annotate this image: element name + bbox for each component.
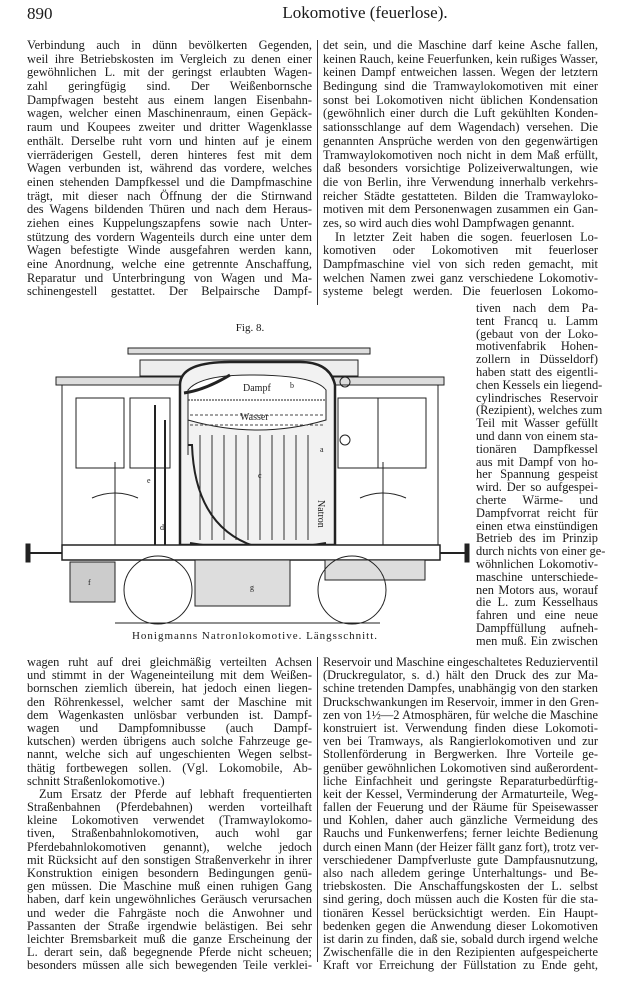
text-line: wagen, welcher einen Maschinenraum, einen Gepäck- <box>27 106 312 121</box>
text-line: Verbindung auch in dünn bevölkerten Gegenden, <box>27 38 312 52</box>
text-line: systeme belegt werden. Die feuerlosen Lokomo- <box>323 284 598 299</box>
locomotive-illustration <box>20 335 474 628</box>
text-line: daß besonders vorsichtige Polizeiverwaltungen, wie <box>323 161 598 176</box>
text-line: wird. Der so aufgespei- <box>476 480 598 495</box>
text-line: gewöhnlichen L. mit der geringst erlaubten Wagen- <box>27 65 312 80</box>
text-line: Betrieb des im Prinzip <box>476 531 598 546</box>
text-line: genannten Ansprüche werden von den gegenwärtigen <box>323 133 598 148</box>
text-line: Zwischenfälle die in den Rezipienten aufgespeicherte <box>323 945 598 960</box>
text-line: einen etwa einstündigen <box>476 518 598 533</box>
left-column-top <box>27 39 312 299</box>
text-line: leichter Bremsbarkeit muß die ganze Erscheinung der <box>27 931 312 946</box>
text-line: ist darin zu finden, daß sie, sobald durch irgend welche <box>323 931 598 946</box>
text-line: men muß. Ein zwischen <box>476 633 598 648</box>
text-line: Tramwaylokomotiven noch nicht in dem Maß erfüllt, <box>323 147 598 162</box>
label-water: Wasser <box>240 412 269 423</box>
text-line: aus mit Dampf von ho- <box>476 454 598 469</box>
text-line: (gewöhnlich einer durch die Luft gekühlten Konden- <box>323 106 598 121</box>
text-line: enthält. Derselbe ruht vorn und hinten auf je einem <box>27 133 312 148</box>
text-line: tionären Dampfkessel <box>476 441 598 456</box>
window <box>378 398 426 468</box>
text-line: nannt, welche sich auf ungeschienten Wegen selbst- <box>27 747 312 762</box>
text-line: schnitt Straßenlokomotive.) <box>27 773 165 788</box>
text-line: Straßenbahnen (Pferdebahnen) werden vorteilhaft <box>27 800 312 815</box>
text-line: kutschen) werden übrigens auch solche Fahrzeuge ge- <box>27 734 312 749</box>
text-line: welchen Namen zwei ganz verschiedene Lokomotiv- <box>323 270 598 285</box>
right-narrow-column <box>476 301 606 648</box>
text-line: Dampfvorrat reicht für <box>476 505 598 520</box>
text-line: det sein, und die Maschine darf keine Asche fallen, <box>323 38 598 52</box>
text-line: liche Einfachheit und geringste Reparaturbedürftig- <box>323 773 598 788</box>
text-line: thätig fortbewegen sollen. (Vgl. Lokomobile, Ab- <box>27 760 312 775</box>
text-line: Reparatur und Unterbringung von Wagen und Ma- <box>27 270 312 285</box>
text-line: gen müssen. Die Maschine muß einen ruhigen Gang <box>27 879 312 894</box>
text-line: nen Motors aus, worauf <box>476 582 598 597</box>
text-line: tent Francq u. Lamm <box>476 313 598 328</box>
figure-caption: Honigmanns Natronlokomotive. Längsschnitt. <box>131 630 379 642</box>
right-column-top <box>323 39 598 299</box>
text-line: Dampffüllung aufneh- <box>476 620 598 635</box>
column-rule <box>317 657 318 962</box>
text-line: wagen ruht auf drei gleichmäßig verteilten Achsen <box>27 655 312 669</box>
text-line: tiven, Straßenbahnlokomotiven, auch wohl gar <box>27 826 312 841</box>
text-line: zes, so wird auch dies wohl Dampfwagen genannt. <box>323 215 575 230</box>
text-line: L. derart sein, daß begegnende Pferde nicht scheuen; <box>27 945 312 960</box>
text-line: her Spannung gespeist <box>476 467 598 482</box>
soda-tank <box>195 560 290 606</box>
text-line: schinengestell gestattet. Der Belpairsche Dampf- <box>27 284 312 299</box>
text-line: weil ihre Betriebskosten im Vergleich zu denen einer <box>27 51 312 66</box>
text-line: cylindrisches Reservoir <box>476 390 598 405</box>
text-line: tiven nach dem Pa- <box>476 301 598 315</box>
label-b: b <box>290 381 294 390</box>
text-line: schine tretenden Dampfes, unabhängig von den starken <box>323 681 598 696</box>
text-line: cherte Wärme- und <box>476 492 598 507</box>
label-steam: Dampf <box>243 383 271 394</box>
text-line: sonst bei Lokomotiven nicht üblichen Kondensation <box>323 92 598 107</box>
cylinder <box>70 562 115 602</box>
pressure-gauge <box>340 435 350 445</box>
text-line: Passanten der Straße irgendwie belästigen. Bei sehr <box>27 918 312 933</box>
text-line: den Röhrenkessel, welcher samt der Maschine mit <box>27 694 312 709</box>
text-line: Zum Ersatz der Pferde auf lebhaft frequentierten <box>39 786 312 801</box>
text-line: bedenken gegen die Anwendung dieser Lokomotiven <box>323 918 598 933</box>
text-line: Konstruktion einigen besondern Bedingungen genü- <box>27 866 312 880</box>
text-line: fahren und eine neue <box>476 608 598 623</box>
text-line: durch einen Mann (der Heizer fällt ganz fort), trotz ver- <box>323 839 599 854</box>
text-line: (Rezipient), welches zum <box>476 403 603 418</box>
text-line: keit der Kessel, Verminderung der Armaturteile, Weg- <box>323 786 598 801</box>
text-line: also nach alledem geringe Unterhaltungs- und Be- <box>323 866 598 880</box>
text-line: dem Wagenkasten unlösbar verbunden ist. Dampf- <box>27 707 312 722</box>
window <box>76 398 124 468</box>
label-a: a <box>320 445 324 454</box>
text-line: ven bei Tramways, als Rangierlokomotiven und zur <box>323 734 598 749</box>
text-line: sind gering, doch müssen auch die Kosten für die sta- <box>323 892 598 907</box>
text-line: Dampfwagen besteht aus einem langen Eisenbahn- <box>27 92 312 107</box>
text-line: Stollenförderung in Bergwerken. Ihre Vorteile ge- <box>323 747 598 762</box>
text-line: keinen Rauch, keine Feuerfunken, kein rußiges Wasser, <box>323 51 598 66</box>
text-line: Pferdebahnlokomotiven genannt), welche jedoch <box>27 839 312 854</box>
text-line: einen stehenden Dampfkessel und die Dampfmaschine <box>27 174 312 189</box>
text-line: stützung des vordern Wagenteils durch eine unter dem <box>27 229 312 244</box>
text-line: trägt, mit dieser nach Öffnung der die Stirnwand <box>27 188 312 203</box>
text-line: genüber gewöhnlichen Lokomotiven sind außerordent- <box>323 760 598 775</box>
text-line: die L. zum Kesselhaus <box>476 595 598 610</box>
text-line: Wagen befestigte Winde ausgefahren werden kann, <box>27 243 312 258</box>
label-f: f <box>88 578 91 587</box>
text-line: Druckschwankungen im Reservoir, immer in den Gren- <box>323 694 599 709</box>
text-line: tionären Kessel berücksichtigt werden. Ein Haupt- <box>323 905 598 920</box>
text-line: zen von 1½—2 Atmosphären, für welche die Maschine <box>323 707 598 722</box>
text-line: fallen der Feuerung und der Räume für Speisewasser <box>323 800 598 815</box>
text-line: eine Anordnung, welche eine getrennte Anschaffung, <box>27 257 312 271</box>
text-line: die von Berlin, ihre Verwendung innerhalb verkehrs- <box>323 174 598 189</box>
text-line: In letzter Zeit haben die sogen. feuerlosen Lo- <box>335 229 598 244</box>
text-line: wöhnlichen Lokomotiv- <box>476 556 598 571</box>
text-line: verschiedener Dampfverluste gute Dampfausnutzung, <box>323 852 598 867</box>
text-line: Dampfmaschine viel von sich reden gemacht, mit <box>323 257 598 271</box>
text-line: Rauchs und Funkenwerfens; ferner leichte Bedienung <box>323 826 598 841</box>
text-line: haben statt des eigentli- <box>476 364 598 379</box>
text-line: durch nichts von einer ge- <box>476 544 606 559</box>
label-g: g <box>250 583 254 592</box>
text-line: und weder die Fahrgäste noch die Anwohner und <box>27 905 312 920</box>
label-d: d <box>160 523 164 532</box>
text-line: sationsschlange auf dem Wagendach) versehen. Die <box>323 120 598 135</box>
text-line: und dann von einem sta- <box>476 428 598 443</box>
text-line: reicher Städte gestatteten. Bilden die Tramwayloko- <box>323 188 598 203</box>
text-line: besonders müssen alle sich bewegenden Teile verklei- <box>27 958 312 973</box>
text-line: keinen Dampf entweichen lassen. Wegen der letztern <box>323 65 598 80</box>
text-line: haben, darf kein ungewöhnliches Geräusch verursachen <box>27 892 312 907</box>
text-line: (Druckregulator, s. d.) hält den Druck des zur Ma- <box>323 668 598 683</box>
text-line: bornschen ziemlich überein, hat jedoch einen liegen- <box>27 681 312 696</box>
text-line: konstruiert ist. Verwendung finden diese Lokomoti- <box>323 720 598 735</box>
label-c: c <box>258 471 262 480</box>
column-rule <box>317 40 318 305</box>
text-line: vierräderigen Gestell, deren hinteres fest mit dem <box>27 147 312 162</box>
text-line: und stimmt in der Wageneinteilung mit dem Weißen- <box>27 668 312 683</box>
text-line: chen Kessels ein liegend- <box>476 377 603 392</box>
text-line: Bedingung sind die Tramwaylokomotiven mit einer <box>323 79 598 94</box>
label-soda: Natron <box>315 500 326 528</box>
text-line: wagen und Dampfomnibusse (auch Dampf- <box>27 720 312 735</box>
text-line: zahl geringfügig sind. Der Weißenbornsche <box>27 79 312 94</box>
running-title: Lokomotive (feuerlose). <box>282 3 448 22</box>
text-line: triebskosten. Die Anschaffungskosten der L. selbst <box>323 879 598 894</box>
text-line: kleine Lokomotiven verwendet (Tramwaylokomo- <box>27 813 312 828</box>
text-line: maschine unterschiede- <box>476 569 598 584</box>
text-line: Kraft vor Erreichung der Füllstation zu Ende geht, <box>323 958 598 973</box>
text-line: zollern in Düsseldorf) <box>476 352 598 367</box>
right-column-bottom <box>323 656 598 973</box>
text-line: Wagen verbunden ist, während das vordere, welches <box>27 161 312 176</box>
text-line: ziehen eines Kuppelungszapfens sowie nach Unter- <box>27 215 312 230</box>
figure-label: Fig. 8. <box>235 322 265 334</box>
page-number: 890 <box>27 4 53 23</box>
label-e: e <box>147 476 151 485</box>
text-line: motivenfabrik Hohen- <box>476 339 598 354</box>
text-line: komotiven oder Lokomotiven mit feuerloser <box>323 243 598 258</box>
chassis <box>26 544 469 606</box>
text-line: mit Rücksicht auf den sonstigen Straßenverkehr in ihrer <box>27 852 312 867</box>
left-column-bottom <box>27 656 312 973</box>
window <box>338 398 378 468</box>
text-line: Teil mit Wasser gefüllt <box>476 416 598 431</box>
text-line: (gebaut von der Loko- <box>476 326 598 341</box>
text-line: motiven mit dem Personenwagen zusammen ein Gan- <box>323 202 598 217</box>
text-line: Reservoir und Maschine eingeschaltetes Reduzierventil <box>323 655 599 669</box>
text-line: raum und Koupees zweiter und dritter Wagenklasse <box>27 120 312 135</box>
text-line: und Kohlen, daher auch gänzliche Vermeidung des <box>323 813 598 828</box>
text-line: des Wagens bildenden Thüren und nach dem Heraus- <box>27 202 312 217</box>
